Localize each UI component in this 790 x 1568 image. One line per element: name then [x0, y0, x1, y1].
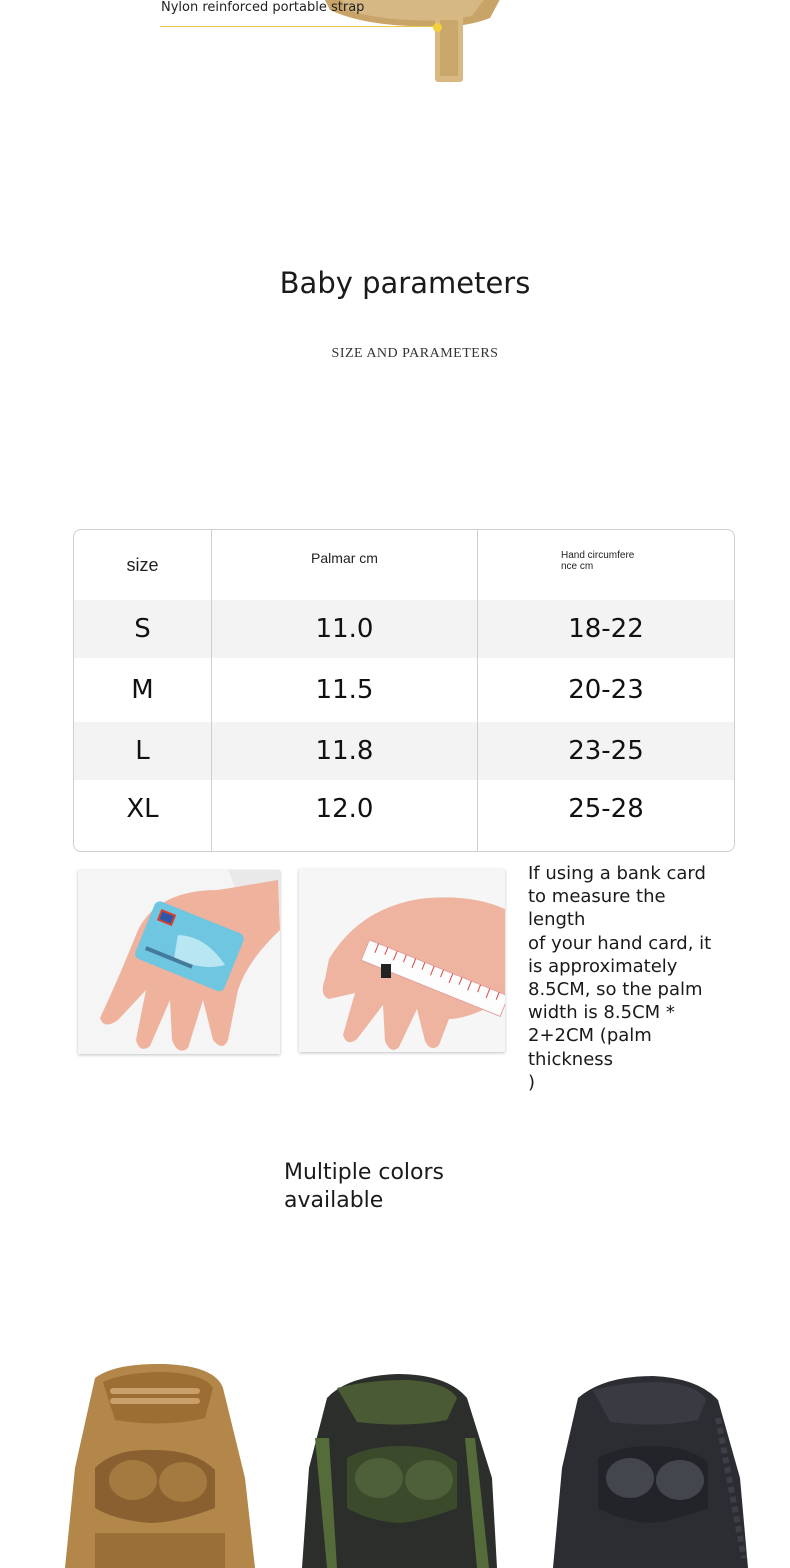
- callout-dot: [433, 23, 442, 32]
- palmar-cell: 11.5: [315, 675, 374, 705]
- section-title: Baby parameters: [279, 266, 531, 300]
- table-row: [74, 658, 734, 722]
- measurement-instructions: If using a bank card to measure the length of your hand card, it is approximately 8.5CM, so the palm width is 8.5CM * 2+2CM (palm thickness ): [528, 863, 712, 1093]
- strap-caption: Nylon reinforced portable strap: [161, 0, 365, 15]
- hand-bank-card-photo: [78, 870, 280, 1054]
- size-cell: S: [134, 614, 151, 644]
- palmar-cell: 11.0: [315, 614, 374, 644]
- size-cell: L: [135, 736, 150, 766]
- table-divider: [211, 530, 212, 851]
- table-header-row: [74, 530, 734, 600]
- size-cell: M: [131, 675, 154, 705]
- section-subtitle: SIZE AND PARAMETERS: [331, 346, 499, 361]
- glove-green-image: [297, 1358, 507, 1568]
- header-size: size: [126, 554, 159, 575]
- palmar-cell: 12.0: [315, 794, 374, 824]
- glove-strap-photo: [300, 0, 530, 100]
- header-palmar: Palmar cm: [311, 550, 378, 566]
- circumference-cell: 18-22: [568, 614, 644, 644]
- callout-line: [160, 26, 440, 27]
- circumference-cell: 25-28: [568, 794, 644, 824]
- header-circumference: Hand circumfere nce cm: [561, 550, 635, 572]
- palmar-cell: 11.8: [315, 736, 374, 766]
- glove-black-image: [548, 1358, 758, 1568]
- table-divider: [477, 530, 478, 851]
- circumference-cell: 20-23: [568, 675, 644, 705]
- table-row: [74, 780, 734, 838]
- size-cell: XL: [126, 794, 159, 824]
- glove-khaki-image: [55, 1358, 265, 1568]
- colors-title: Multiple colors available: [284, 1160, 445, 1213]
- circumference-cell: 23-25: [568, 736, 644, 766]
- size-table: [73, 529, 735, 852]
- hand-tape-measure-photo: [299, 869, 505, 1052]
- table-row: [74, 600, 734, 658]
- table-row: [74, 722, 734, 780]
